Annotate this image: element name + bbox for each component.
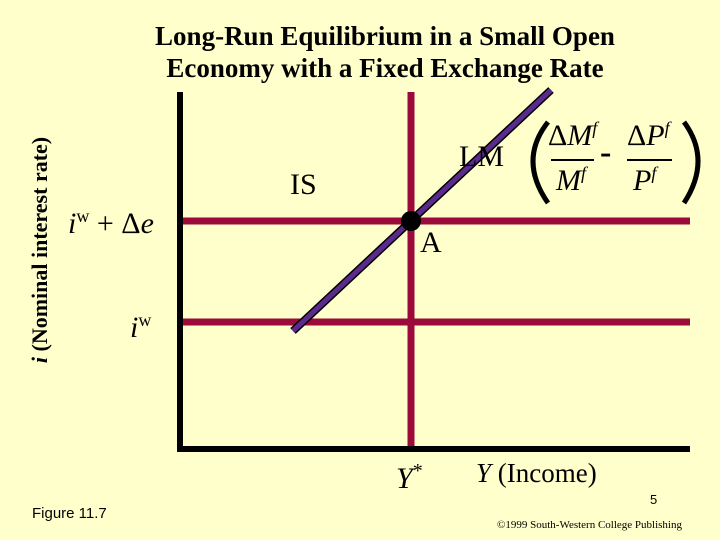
lm-denominator-2 <box>633 163 656 198</box>
upper-plus: + <box>96 207 114 240</box>
lm-m-den: M <box>556 164 581 197</box>
output-sup: * <box>412 460 423 482</box>
lower-i: i <box>130 311 139 344</box>
upper-i-sup: w <box>76 206 90 226</box>
x-axis-symbol: Y <box>476 458 492 488</box>
lm-right-paren <box>684 122 698 203</box>
lm-p-num-sup: f <box>664 118 670 138</box>
lm-m-num-sup: f <box>592 118 598 138</box>
page-number: 5 <box>650 492 658 507</box>
copyright-notice: ©1999 South-Western College Publishing <box>497 519 682 531</box>
lm-left-paren <box>533 122 548 203</box>
title-line-1: Long-Run Equilibrium in a Small Open <box>155 21 615 51</box>
lm-minus: - <box>600 134 612 171</box>
lm-m-den-sup: f <box>581 163 587 183</box>
x-axis-label <box>476 458 597 489</box>
output-label <box>396 460 423 496</box>
equilibrium-label: A <box>420 226 442 259</box>
title-line-2: Economy with a Fixed Exchange Rate <box>166 53 604 83</box>
lm-label-prefix: LM <box>459 140 504 173</box>
y-axis-symbol: i <box>27 357 52 364</box>
upper-interest-label <box>68 206 154 241</box>
lm-delta-1: Δ <box>548 119 568 152</box>
upper-i: i <box>68 207 77 240</box>
upper-e: e <box>140 207 154 240</box>
lower-interest-label <box>130 310 151 345</box>
output-symbol: Y <box>396 462 413 495</box>
lm-p-num: P <box>646 119 665 152</box>
equilibrium-point <box>401 211 421 231</box>
lm-m-num: M <box>567 119 593 152</box>
lower-i-sup: w <box>138 310 152 330</box>
y-axis-text: (Nominal interest rate) <box>27 136 52 352</box>
upper-delta: Δ <box>121 207 141 240</box>
x-axis-text: (Income) <box>497 458 597 488</box>
lm-numerator-2 <box>627 118 670 153</box>
lm-delta-2: Δ <box>627 119 647 152</box>
is-curve-label: IS <box>290 168 317 201</box>
lm-p-den-sup: f <box>651 163 657 183</box>
lm-numerator-1 <box>548 118 597 153</box>
is-curve-color <box>293 90 551 331</box>
lm-p-den: P <box>633 164 652 197</box>
figure-number: Figure 11.7 <box>32 505 107 522</box>
lm-denominator-1 <box>556 163 586 198</box>
